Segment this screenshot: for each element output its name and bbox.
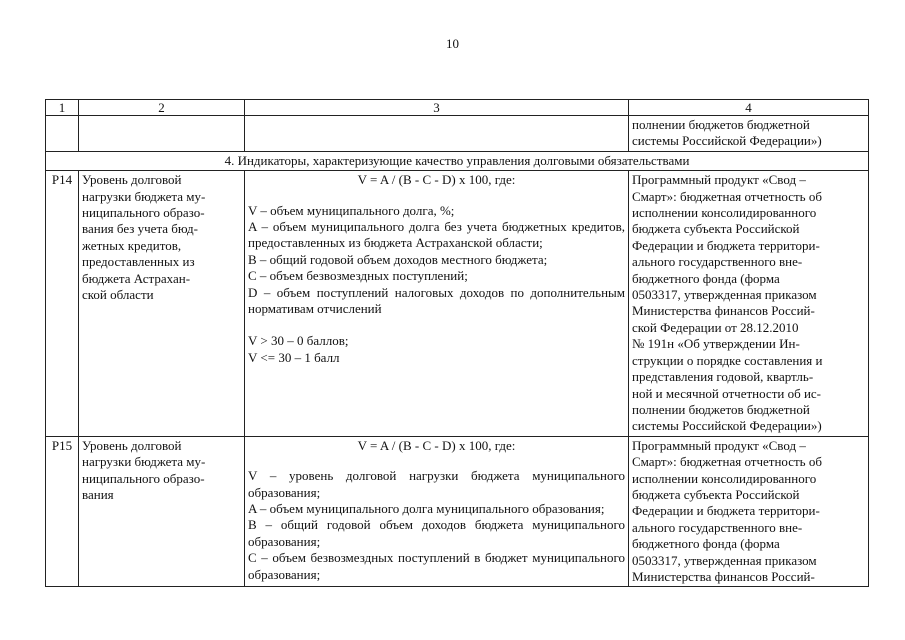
indicator-code: P14 <box>46 171 79 437</box>
definition: C – объем безвозмездных поступлений в бюджет муниципального образования; <box>248 550 625 582</box>
indicator-code: P15 <box>46 436 79 587</box>
table-header-row <box>46 100 869 116</box>
indicator-source: Программный продукт «Свод – Смарт»: бюджетная отчетность об исполнении консолидированного бюджета субъекта Российской Федерации и бюджета территори- ального государственного вне- бюджетного фонда (форма 0503317, утвержденная приказом Министерства финансов Россий- ской Федерации от 28.12.2010 № 191н «Об утверждении Ин- струкции о порядке составления и представления годовой, квартль- ной и месячной отчетности об ис- полнении бюджетов бюджетной системы Российской Федерации») <box>629 171 869 437</box>
indicator-formula-cell <box>245 436 629 587</box>
header-col-2: 2 <box>79 100 245 116</box>
score-line: V > 30 – 0 баллов; <box>248 333 349 349</box>
indicators-table <box>45 99 869 587</box>
table-row <box>46 436 869 587</box>
header-col-1: 1 <box>46 100 79 116</box>
indicator-source: Программный продукт «Свод – Смарт»: бюджетная отчетность об исполнении консолидированного бюджета субъекта Российской Федерации и бюджета территори- ального государственного вне- бюджетного фонда (форма 0503317, утвержденная приказом Министерства финансов Россий- <box>629 436 869 587</box>
header-col-4: 4 <box>629 100 869 116</box>
header-col-3: 3 <box>245 100 629 116</box>
definition: B – общий годовой объем доходов местного бюджета; <box>248 251 548 267</box>
page-number: 10 <box>446 36 459 51</box>
continuation-row <box>46 116 869 152</box>
definition: C – объем безвозмездных поступлений; <box>248 268 468 284</box>
continuation-source: полнении бюджетов бюджетной системы Российской Федерации») <box>629 116 869 152</box>
definition: A – объем муниципального долга муниципального образования; <box>248 500 605 516</box>
formula: V = A / (B - C - D) x 100, где: <box>357 437 516 453</box>
indicator-name: Уровень долговой нагрузки бюджета му- ниципального образо- вания без учета бюд- жетных кредитов, предоставленных из бюджета Астрахан- ской области <box>79 171 245 437</box>
section-row <box>46 151 869 170</box>
indicator-formula-cell <box>245 171 629 437</box>
definition: V – уровень долговой нагрузки бюджета муниципального образования; <box>248 468 625 500</box>
definition: B – общий годовой объем доходов бюджета муниципального образования; <box>248 517 625 549</box>
definition: A – объем муниципального долга без учета бюджетных кредитов, предоставленных из бюджета Астраханской области; <box>248 219 625 251</box>
definition: D – объем поступлений налоговых доходов по дополнительным нормативам отчислений <box>248 284 625 317</box>
table-row <box>46 171 869 437</box>
section-title: 4. Индикаторы, характеризующие качество управления долговыми обязательствами <box>46 151 869 170</box>
indicator-name: Уровень долговой нагрузки бюджета му- ниципального образо- вания <box>79 436 245 587</box>
formula: V = A / (B - C - D) x 100, где: <box>357 172 516 188</box>
score-line: V <= 30 – 1 балл <box>248 349 340 365</box>
definition: V – объем муниципального долга, %; <box>248 202 455 218</box>
